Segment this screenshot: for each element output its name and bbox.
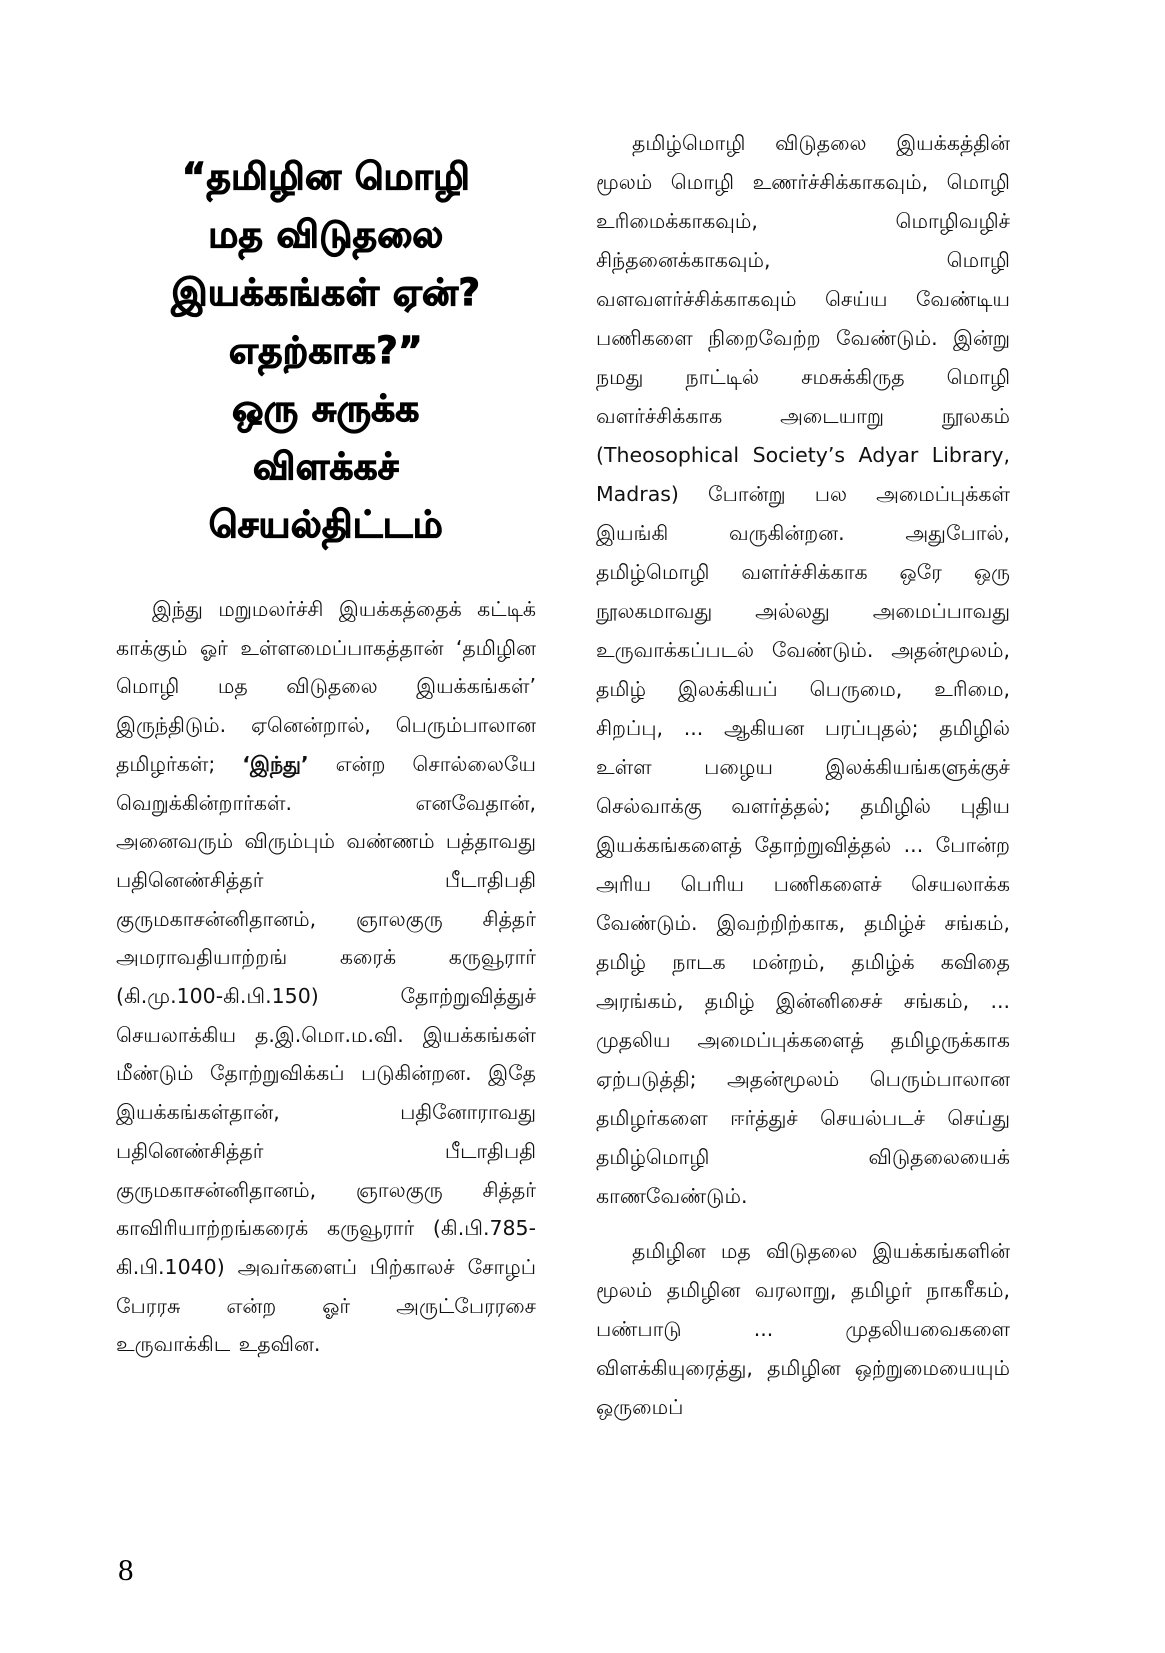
title-line: மத விடுதலை: [208, 213, 444, 256]
left-column: [116, 148, 536, 1364]
title-line: செயல்திட்டம்: [208, 503, 444, 546]
title-line: விளக்கச்: [253, 445, 399, 488]
page-number: 8: [118, 1552, 134, 1587]
right-paragraph-1: தமிழ்மொழி விடுதலை இயக்கத்தின் மூலம் மொழி உணர்ச்சிக்காகவும், மொழி உரிமைக்காகவும், மொழிவழிச் சிந்தனைக்காகவும், மொழி வளவளர்ச்சிக்காகவும் செய்ய வேண்டிய பணிகளை நிறைவேற்ற வேண்டும். இன்று நமது நாட்டில் சமசுக்கிருத மொழி வளர்ச்சிக்காக அடையாறு நூலகம் (Theosophical Society’s Adyar Library, Madras) போன்று பல அமைப்புக்கள் இயங்கி வருகின்றன. அதுபோல், தமிழ்மொழி வளர்ச்சிக்காக ஒரே ஒரு நூலகமாவது அல்லது அமைப்பாவது உருவாக்கப்படல் வேண்டும். அதன்மூலம், தமிழ் இலக்கியப் பெருமை, உரிமை, சிறப்பு, ... ஆகியன பரப்புதல்; தமிழில் உள்ள பழைய இலக்கியங்களுக்குச் செல்வாக்கு வளர்த்தல்; தமிழில் புதிய இயக்கங்களைத் தோற்றுவித்தல் ... போன்ற அரிய பெரிய பணிகளைச் செயலாக்க வேண்டும். இவற்றிற்காக, தமிழ்ச் சங்கம், தமிழ் நாடக மன்றம், தமிழ்க் கவிதை அரங்கம், தமிழ் இன்னிசைச் சங்கம், ... முதலிய அமைப்புக்களைத் தமிழருக்காக ஏற்படுத்தி; அதன்மூலம் பெரும்பாலான தமிழர்களை ஈர்த்துச் செயல்படச் செய்து தமிழ்மொழி விடுதலையைக் காணவேண்டும்.: [596, 131, 1010, 1208]
title-line: ஒரு சுருக்க: [232, 387, 420, 430]
title-line: “தமிழின மொழி: [181, 155, 471, 198]
paragraph-text: இந்து மறுமலர்ச்சி இயக்கத்தைக் கட்டிக் காக்கும் ஓர் உள்ளமைப்பாகத்தான் ‘தமிழின மொழி மத விடுதலை இயக்கங்கள்’ இருந்திடும். ஏனென்றால், பெரும்பாலான தமிழர்கள்;: [116, 597, 536, 776]
right-paragraph-2: தமிழின மத விடுதலை இயக்கங்களின் மூலம் தமிழின வரலாறு, தமிழர் நாகரீகம், பண்பாடு ... முதலியவைகளை விளக்கியுரைத்து, தமிழின ஒற்றுமையையும் ஒருமைப்: [596, 1239, 1010, 1419]
bold-term: ‘இந்து’: [242, 751, 309, 776]
left-paragraph: [116, 590, 536, 1364]
article-title: [116, 148, 536, 554]
title-line: எதற்காக?”: [228, 329, 424, 372]
paragraph-text: என்ற சொல்லையே வெறுக்கின்றார்கள். எனவேதான், அனைவரும் விரும்பும் வண்ணம் பத்தாவது பதினெண்சித்தர் பீடாதிபதி குருமகாசன்னிதானம், ஞாலகுரு சித்தர் அமராவதியாற்றங் கரைக் கருவூரார் (கி.மு.100-கி.பி.150) தோற்றுவித்துச் செயலாக்கிய த.இ.மொ.ம.வி. இயக்கங்கள் மீண்டும் தோற்றுவிக்கப் படுகின்றன. இதே இயக்கங்கள்தான், பதினோராவது பதினெண்சித்தர் பீடாதிபதி குருமகாசன்னிதானம், ஞாலகுரு சித்தர் காவிரியாற்றங்கரைக் கருவூரார் (கி.பி.785-கி.பி.1040) அவர்களைப் பிற்காலச் சோழப் பேரரசு என்ற ஓர் அருட்பேரரசை உருவாக்கிட உதவின.: [116, 751, 536, 1357]
right-column: [596, 124, 1010, 1427]
title-line: இயக்கங்கள் ஏன்?: [171, 271, 481, 314]
